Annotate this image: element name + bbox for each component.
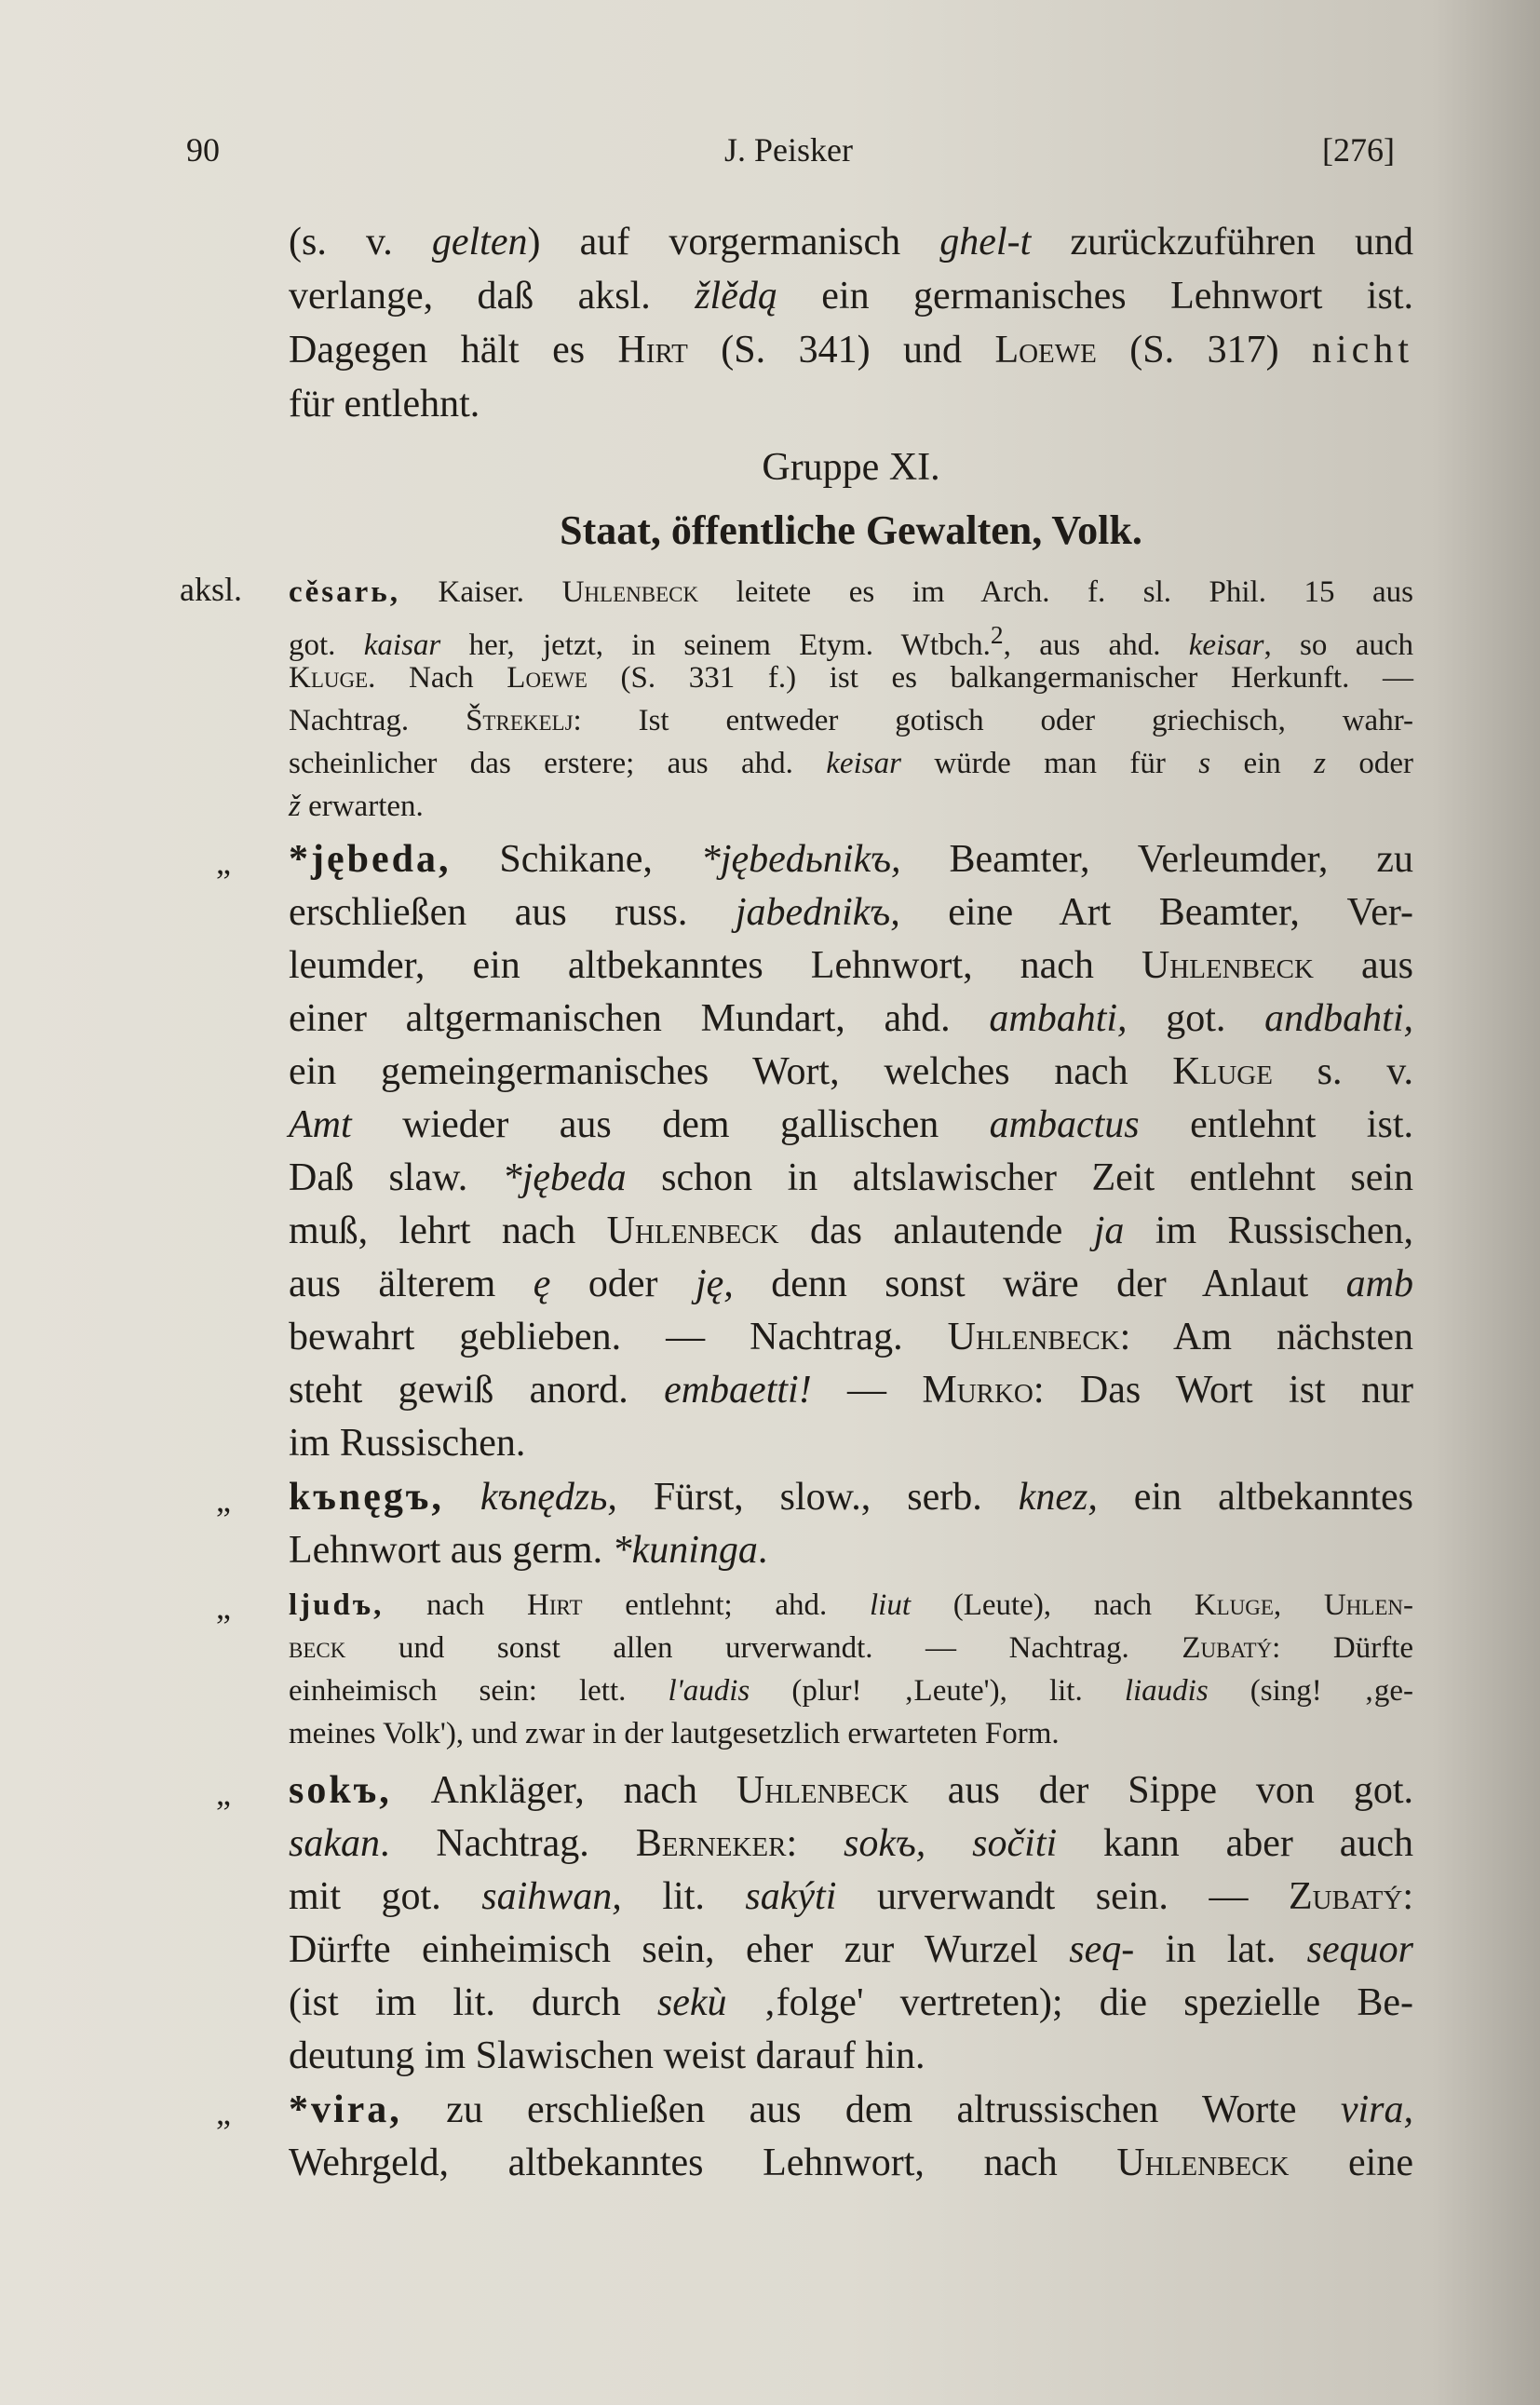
ditto-mark: „: [216, 1588, 231, 1626]
text-line: aus älterem ę oder ję, denn sonst wäre der Anlaut amb: [289, 1263, 1413, 1305]
section-heading: Staat, öffentliche Gewalten, Volk.: [560, 507, 1142, 553]
text-line: einheimisch sein: lett. l'audis (plur! ‚Leute'), lit. liaudis (sing! ‚ge-: [289, 1674, 1414, 1708]
text-line: got. kaisar her, jetzt, in seinem Etym. Wtbch.$^2$, aus ahd. keisar, so auch: [289, 620, 1413, 662]
text-line: Dagegen hält es Hirt (S. 341) und Loewe (S. 317) nicht: [289, 329, 1413, 372]
text-line: Nachtrag. Štrekelj: Ist entweder gotisch oder griechisch, wahr-: [289, 704, 1414, 737]
text-line: *jębeda, Schikane, *jębedьnikъ, Beamter, Verleumder, zu: [289, 838, 1414, 881]
text-line: mit got. saihwan, lit. sakýti urverwandt sein. — Zubatý:: [289, 1875, 1413, 1918]
group-title: Gruppe XI.: [762, 446, 940, 489]
ditto-mark: „: [216, 844, 231, 881]
text-line: kъnęgъ, kъnędzь, Fürst, slow., serb. knez, ein altbekanntes: [289, 1476, 1413, 1519]
text-line: Daß slaw. *jębeda schon in altslawischer Zeit entlehnt sein: [289, 1156, 1414, 1199]
text-line: bewahrt geblieben. — Nachtrag. Uhlenbeck: Am nächsten: [289, 1316, 1413, 1358]
bracket-page-number: [276]: [1322, 131, 1395, 169]
text-line: sokъ, Ankläger, nach Uhlenbeck aus der Sippe von got.: [289, 1769, 1413, 1812]
text-line: im Russischen.: [289, 1422, 526, 1465]
text-line: (ist im lit. durch sekù ‚folge' vertreten); die spezielle Be-: [289, 1981, 1413, 2024]
text-line: deutung im Slawischen weist darauf hin.: [289, 2034, 925, 2077]
text-line: steht gewiß anord. embaetti! — Murko: Das Wort ist nur: [289, 1369, 1414, 1412]
text-line: leumder, ein altbekanntes Lehnwort, nach Uhlenbeck aus: [289, 944, 1413, 987]
text-line: muß, lehrt nach Uhlenbeck das anlautende ja im Russischen,: [289, 1209, 1414, 1252]
text-line: verlange, daß aksl. žlědą ein germanisches Lehnwort ist.: [289, 275, 1413, 318]
text-line: ljudъ, nach Hirt entlehnt; ahd. liut (Leute), nach Kluge, Uhlen-: [289, 1588, 1413, 1622]
ditto-mark: „: [216, 1481, 231, 1519]
page-number: 90: [186, 131, 220, 169]
ditto-mark: „: [216, 2094, 231, 2131]
text-line: cěsarь, Kaiser. Uhlenbeck leitete es im Arch. f. sl. Phil. 15 aus: [289, 575, 1413, 609]
text-line: einer altgermanischen Mundart, ahd. ambahti, got. andbahti,: [289, 997, 1414, 1040]
text-line: Kluge. Nach Loewe (S. 331 f.) ist es balkangermanischer Herkunft. —: [289, 661, 1413, 695]
text-line: Dürfte einheimisch sein, eher zur Wurzel seq- in lat. sequor: [289, 1928, 1413, 1971]
running-head-author: J. Peisker: [724, 131, 853, 169]
margin-label-aksl: aksl.: [180, 571, 242, 608]
text-line: *vira, zu erschließen aus dem altrussischen Worte vira,: [289, 2088, 1413, 2131]
ditto-mark: „: [216, 1775, 231, 1812]
text-line: scheinlicher das erstere; aus ahd. keisar würde man für s ein z oder: [289, 747, 1413, 780]
text-line: erschließen aus russ. jabednikъ, eine Art Beamter, Ver-: [289, 891, 1413, 934]
text-line: meines Volk'), und zwar in der lautgesetzlich erwarteten Form.: [289, 1717, 1060, 1750]
text-line: beck und sonst allen urverwandt. — Nachtrag. Zubatý: Dürfte: [289, 1631, 1414, 1665]
text-line: für entlehnt.: [289, 383, 480, 426]
text-line: Amt wieder aus dem gallischen ambactus entlehnt ist.: [289, 1103, 1413, 1146]
text-line: sakan. Nachtrag. Berneker: sokъ, sočiti kann aber auch: [289, 1822, 1414, 1865]
text-line: ein gemeingermanisches Wort, welches nach Kluge s. v.: [289, 1050, 1413, 1093]
text-line: ž erwarten.: [289, 790, 424, 823]
text-line: (s. v. gelten) auf vorgermanisch ghel-t zurückzuführen und: [289, 221, 1413, 263]
text-line: Lehnwort aus germ. *kuninga.: [289, 1529, 768, 1572]
text-line: Wehrgeld, altbekanntes Lehnwort, nach Uhlenbeck eine: [289, 2142, 1413, 2184]
